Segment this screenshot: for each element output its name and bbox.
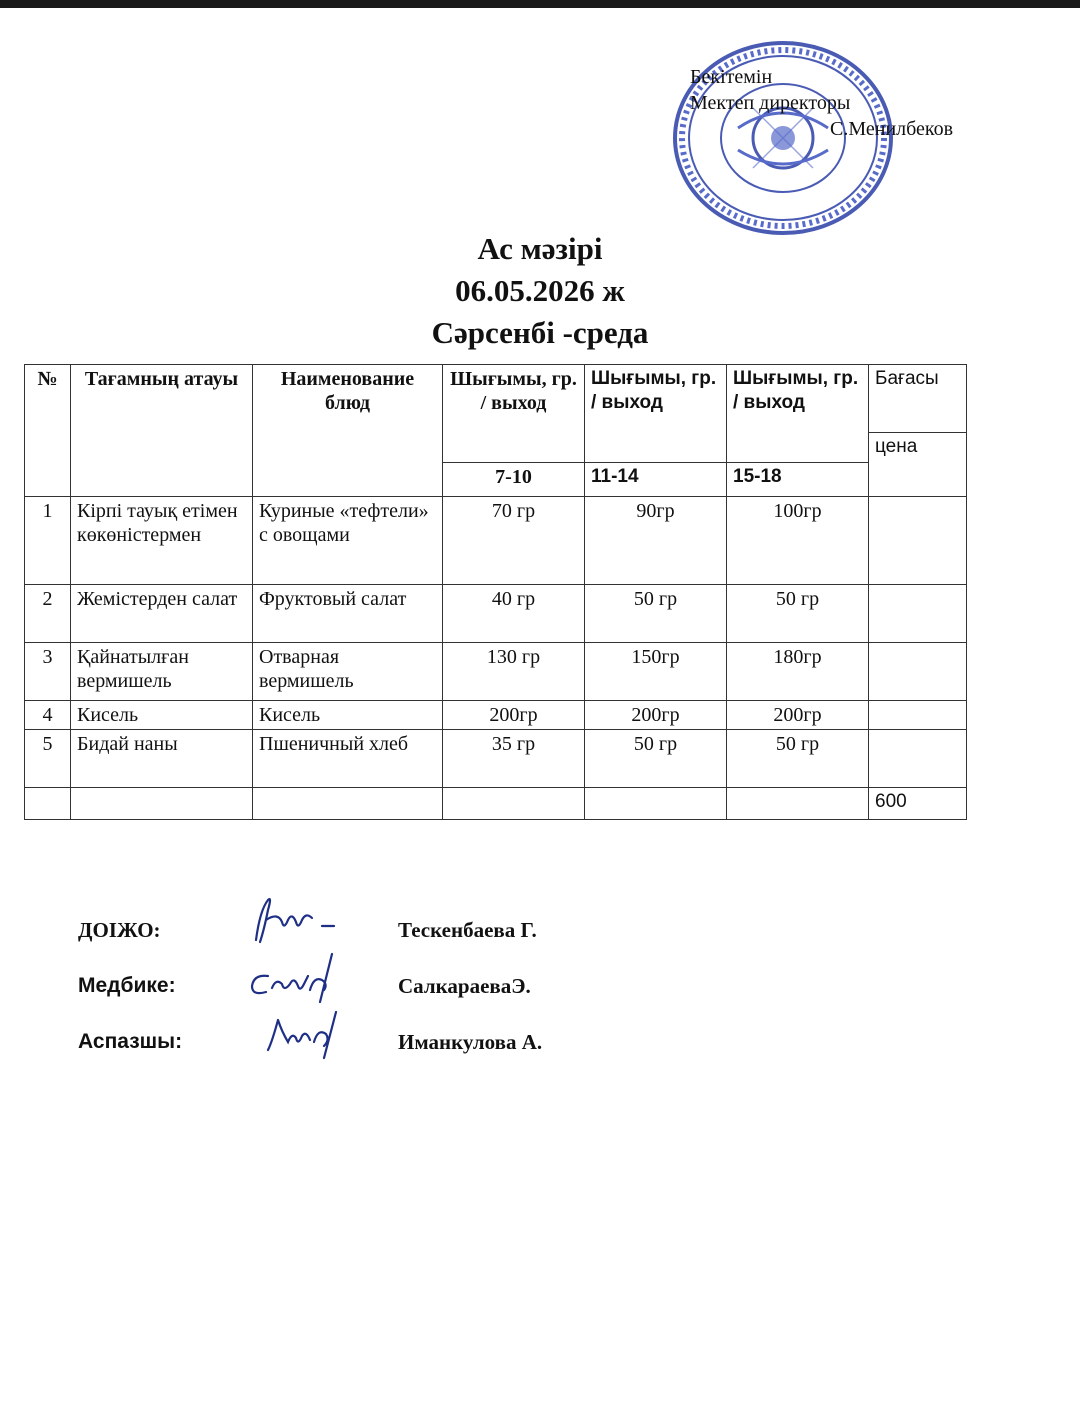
row-name-ru: Пшеничный хлеб xyxy=(253,730,443,788)
title-menu: Ас мәзірі xyxy=(477,231,603,266)
row-output-2: 200гр xyxy=(585,701,727,730)
approval-line-2: Мектеп директоры xyxy=(690,92,851,114)
table-row xyxy=(25,730,967,788)
row-output-1: 200гр xyxy=(443,701,585,730)
header-price-ru: цена xyxy=(869,433,967,497)
handwritten-signature xyxy=(238,1002,358,1062)
header-output-2: Шығымы, гр. / выход xyxy=(585,365,727,463)
row-output-3: 180гр xyxy=(727,643,869,701)
row-output-3: 200гр xyxy=(727,701,869,730)
handwritten-signature xyxy=(238,890,358,950)
row-output-2: 150гр xyxy=(585,643,727,701)
total-row xyxy=(25,788,967,820)
row-name-kz: Қайнатылған вермишель xyxy=(71,643,253,701)
row-output-3: 100гр xyxy=(727,497,869,585)
row-num: 5 xyxy=(25,730,71,788)
row-price xyxy=(869,585,967,643)
row-name-kz: Кірпі тауық етімен көкөністермен xyxy=(71,497,253,585)
header-age-3: 15-18 xyxy=(727,463,869,497)
signature-role: Медбике: xyxy=(78,974,176,997)
approval-director-name: С.Менилбеков xyxy=(830,118,954,140)
signature-row xyxy=(78,974,778,1030)
total-empty-cell xyxy=(25,788,71,820)
row-num: 1 xyxy=(25,497,71,585)
row-name-ru: Фруктовый салат xyxy=(253,585,443,643)
signature-role: ДОІЖО: xyxy=(78,918,161,942)
total-empty-cell xyxy=(443,788,585,820)
row-name-kz: Бидай наны xyxy=(71,730,253,788)
menu-title xyxy=(0,228,1080,354)
row-price xyxy=(869,730,967,788)
signatures-block xyxy=(78,918,778,1086)
row-num: 2 xyxy=(25,585,71,643)
header-age-1: 7-10 xyxy=(443,463,585,497)
row-price xyxy=(869,701,967,730)
row-name-kz: Кисель xyxy=(71,701,253,730)
total-empty-cell xyxy=(71,788,253,820)
table-row xyxy=(25,643,967,701)
signature-name: СалкараеваЭ. xyxy=(398,974,531,998)
scan-top-edge xyxy=(0,0,1080,8)
table-row xyxy=(25,585,967,643)
row-price xyxy=(869,643,967,701)
header-age-2: 11-14 xyxy=(585,463,727,497)
signature-row xyxy=(78,918,778,974)
row-output-3: 50 гр xyxy=(727,585,869,643)
row-name-ru: Куриные «тефтели» с овощами xyxy=(253,497,443,585)
menu-table xyxy=(24,364,967,820)
approval-line-1: Бекітемін xyxy=(690,66,773,88)
row-num: 3 xyxy=(25,643,71,701)
table-row xyxy=(25,701,967,730)
row-num: 4 xyxy=(25,701,71,730)
row-output-1: 40 гр xyxy=(443,585,585,643)
header-output-1: Шығымы, гр. / выход xyxy=(443,365,585,463)
row-name-ru: Отварная вермишель xyxy=(253,643,443,701)
title-weekday: Сәрсенбі -среда xyxy=(431,315,649,350)
header-name-ru: Наименование блюд xyxy=(253,365,443,497)
row-output-3: 50 гр xyxy=(727,730,869,788)
header-num: № xyxy=(25,365,71,497)
header-price-kz: Бағасы xyxy=(869,365,967,433)
header-name-kz: Тағамның атауы xyxy=(71,365,253,497)
signature-role: Аспазшы: xyxy=(78,1030,183,1053)
row-name-ru: Кисель xyxy=(253,701,443,730)
title-date: 06.05.2026 ж xyxy=(455,273,625,308)
signature-row xyxy=(78,1030,778,1086)
row-output-2: 90гр xyxy=(585,497,727,585)
total-empty-cell xyxy=(585,788,727,820)
signature-name: Иманкулова А. xyxy=(398,1030,543,1054)
row-output-1: 130 гр xyxy=(443,643,585,701)
row-price xyxy=(869,497,967,585)
table-row xyxy=(25,497,967,585)
approval-block xyxy=(690,64,953,142)
row-output-2: 50 гр xyxy=(585,730,727,788)
row-output-2: 50 гр xyxy=(585,585,727,643)
total-empty-cell xyxy=(253,788,443,820)
row-output-1: 70 гр xyxy=(443,497,585,585)
total-price: 600 xyxy=(869,788,967,820)
row-name-kz: Жемістерден салат xyxy=(71,585,253,643)
total-empty-cell xyxy=(727,788,869,820)
signature-name: Тескенбаева Г. xyxy=(398,918,537,942)
row-output-1: 35 гр xyxy=(443,730,585,788)
handwritten-signature xyxy=(238,946,358,1006)
header-output-3: Шығымы, гр. / выход xyxy=(727,365,869,463)
